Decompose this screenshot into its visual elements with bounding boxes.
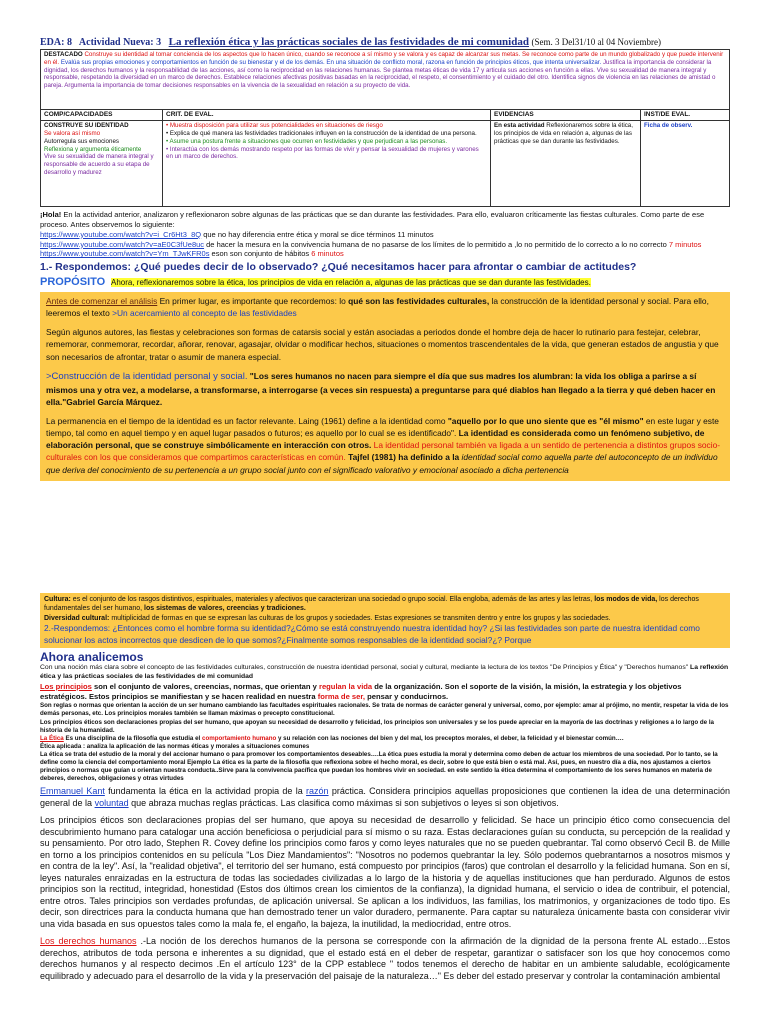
diversity-label: Diversidad cultural: [44, 614, 110, 622]
etica-text: Es una disciplina de la filosofía que estudia el [65, 734, 201, 742]
criterion-item: • Interactúa con los demás mostrando respeto por las formas de vivir y pensar la sexualidad de mujeres y varones en un marco de derechos. [166, 145, 479, 161]
competency-table [40, 49, 730, 207]
criterion-item: • Explica de qué manera las festividades tradicionales influyen en la construcción de la identidad de una persona. [166, 130, 477, 138]
derechos-text: .-La noción de los derechos humanos de la persona se corresponde con la afirmación de la dignidad de la persona frente AL estado…Estos derechos, atributos de toda persona e inherentes a su dignidad, que el estado está en el deber de respetar, garantizar o satisfacer son los que hoy conocemos como derechos humanos y al respecto decimos .En el artículo 123° de la CPP establece " todos tenemos el derecho de habitar en un ambiente saludable, ecológicamente equilibrado y adecuado para el desarrollo de la vida y la preservación del paisaje de la naturaleza…" Es deber del estado preservar y controlar la contaminación ambiental [40, 936, 730, 981]
principios-text: de la organización. Son el soporte de la visión, la misión, la estrategia y los objetivos estratégicos. Estos principios se manifiestan y se hacen realidad en nuestra [40, 681, 682, 702]
kant-text: que abraza muchas reglas prácticas. Las clasifica como máximas si son subjetivos o leyes si son objetivos. [131, 797, 559, 808]
activity-title: La reflexión ética y las prácticas sociales de las festividades de mi comunidad [168, 36, 529, 48]
criterion-item: • Asume una postura frente a situaciones que ocurren en festividades y que perjudican a las personas. [166, 137, 448, 145]
diversity-text: multiplicidad de formas en que se expresan las culturas de los grupos y sociedades. Estas expresiones se transmiten dentro y entre los grupos y las sociedades. [111, 614, 611, 622]
eda-label: EDA: 8 [40, 37, 72, 48]
col-header-comp: COMP/CAPACIDADES [41, 110, 163, 121]
instrument-cell: Ficha de observ. [641, 121, 730, 207]
proposito-label: PROPÓSITO [40, 275, 106, 288]
principios-label: Los principios [40, 681, 92, 691]
cap-item: Se valora así mismo [44, 130, 101, 138]
orange-bold: qué son las festividades culturales, [348, 295, 490, 306]
principios-paragraph [40, 682, 730, 703]
destacado-cell [41, 50, 730, 110]
video-link[interactable]: https://www.youtube.com/watch?v=i_Cr6Ht3_8Q [40, 229, 202, 239]
culture-text: los derechos fundamentales del ser humano, [44, 595, 699, 613]
orange-paragraph [46, 370, 724, 408]
dense-paragraph: La ética se trata del estudio de la moral y del accionar humano o para promover los comportamientos deseables….La ética pues estudia la moral y determina como deben de actuar los miembros de una sociedad. Por lo tanto, se la define como la ciencia del comportamiento moral Ejemplo La ética es la parte de la filosofía que reflexiona sobre el hecho moral, es decir, sobre lo que está bien o está mal. Así, pues, en nuestro día a día, nos ajustamos a ciertos principios o normas que guían u orientan nuestra conducta..Sirve para la convivencia pacífica que puedan los hombres vivir en sociedad. en este sentido la ética determina el comportamiento de los seres humanos en materia de deberes, derechos, obligaciones y otras virtudes [40, 750, 718, 782]
orange-text: la construcción de la identidad personal y social. Para ello, leeremos el texto [46, 295, 709, 319]
culture-def [44, 595, 726, 614]
dense-paragraph: Son reglas o normas que orientan la acción de un ser humano cambiando las facultades espirituales racionales. Se trata de normas de carácter general y universal, como, por ejemplo: amar al prójimo, no mentir, respetar la vida de los demás personas, etc. Los principios morales también se llaman máximas o precepto constitucional. [40, 702, 729, 718]
video-desc: eson son conjunto de hábitos [211, 249, 310, 259]
reading-link[interactable]: >Un acercamiento al concepto de las festividades [112, 308, 297, 319]
principios-text: pensar y conducirnos. [367, 692, 449, 702]
video-duration: 6 minutos [311, 249, 344, 259]
razon-link[interactable]: razón [306, 786, 329, 797]
proposito-text: Ahora, reflexionaremos sobre la ética, los principios de vida en relación a, algunas de las prácticas que se dan durante las festividades. [110, 277, 591, 287]
principios-red: forma de ser, [317, 692, 365, 702]
video-link-row [40, 240, 730, 250]
video-desc: que no hay diferencia entre ética y moral se dice términos 11 minutos [203, 229, 434, 239]
orange-bold: La identidad es considerada como un fenómeno subjetivo, de elaboración personal, que se construye simbólicamente en interacción con otros. [46, 428, 705, 451]
video-desc: de hacer la mesura en la convivencia humana de no pasarse de los límites de lo permitido a ,lo no permitido de lo correcto a lo no correcto [206, 239, 667, 249]
orange-red: La identidad personal también va ligada a un sentido de pertenencia a distintos grupos socio- culturales con los que consideramos que compartimos características en común. [46, 440, 721, 463]
kant-text: fundamenta la ética en la actividad propia de la [108, 786, 303, 797]
etica-red: comportamiento humano [202, 734, 277, 742]
kant-link[interactable]: Emmanuel Kant [40, 786, 105, 797]
dense-paragraph: Los principios éticos son declaraciones propias del ser humano, que apoyan su necesidad de desarrollo y felicidad, los principios son universales y se los puede apreciar en la mayoría de las doctrinas y religiones a lo largo de la historia de la humanidad. [40, 718, 714, 734]
criterios-cell [163, 121, 491, 207]
video-link-row [40, 230, 730, 240]
orange-bold: Tajfel (1981) ha definido a la [348, 452, 460, 463]
identity-subtitle: >Construcción de la identidad personal y social. [46, 370, 248, 382]
evidence-text: Reflexionaremos sobre la ética, los principios de vida en relación a, algunas de las prácticas que se dan durante las festividades. [494, 122, 633, 145]
destacado-blue: Evalúa sus propias emociones y comportamientos en función de su bienestar y el de los demás. En una situación de conflicto moral, razona en función de principios éticos, que intenta universalizar. [60, 58, 602, 66]
document-page [40, 36, 730, 988]
etica-text: y su relación con las nociones del bien y del mal, los preceptos morales, el deber, la felicidad y el bienestar común…. [278, 734, 624, 742]
orange-paragraph [46, 295, 724, 319]
orange-bold: "aquello por lo que uno siente que es "él mismo" [447, 415, 644, 426]
orange-lead: Antes de comenzar el análisis [46, 295, 158, 306]
analicemos-intro-bold: La reflexión ética y las prácticas sociales de las festividades de mi comunidad [40, 664, 729, 681]
page-break-gap [40, 481, 730, 593]
garcia-marquez-quote: "Los seres humanos no nacen para siempre el día que sus madres los alumbran: la vida los obliga a parirse a sí mismos una y otra vez, a modelarse, a transformarse, a interrogarse (a veces sin respuesta) a preguntarse para qué diablos han llegado a la tierra y qué deben hacer en ella."Gabriel García Márquez. [46, 370, 716, 407]
evidence-lead: En esta actividad [494, 122, 545, 130]
orange-paragraph [46, 415, 724, 476]
hola-greeting: ¡Hola! [40, 210, 62, 220]
voluntad-link[interactable]: voluntad [94, 797, 129, 808]
activity-label: Actividad Nueva: 3 [78, 37, 162, 48]
culture-definitions-box [40, 593, 730, 648]
principios-red: regulan la vida [318, 681, 373, 691]
analicemos-intro-text: Con una noción más clara sobre el concepto de las festividades culturales, construcción de nuestra identidad personal, social y cultural, mediante la lectura de los textos "De Principios y Ética" y "Derechos humanos" [40, 664, 689, 672]
evidencias-cell [491, 121, 641, 207]
cap-item: Reflexiona y argumenta éticamente [44, 145, 142, 153]
etica-paragraph [40, 735, 730, 743]
destacado-red: Construye su identidad al tomar conciencia de los aspectos que lo hacen único, cuando se reconoce a sí mismo y se valora y es capaz de alcanzar sus metas. Se reconoce como parte de un mundo globalizado y que puede intervenir en él. [44, 51, 724, 66]
destacado-purple: Justifica la importancia de considerar la dignidad, los derechos humanos y la responsabilidad de las acciones, así como la reciprocidad en las relaciones humanas. Se plantea metas éticas de vida 17 y articula sus acciones en función a ellas. Vive su sexualidad de manera integral y responsable, respetando la diversidad en un marco de derechos. Establece relaciones afectivas positivas basadas en la reciprocidad, el respeto, el consentimiento y el cuidado del otro. Identifica signos de violencia en las relaciones de amistad o pareja. Argumenta la importancia de tomar decisiones responsables en la vivencia de la sexualidad en relación a su proyecto de vida. [44, 58, 716, 90]
derechos-paragraph [40, 936, 730, 982]
destacado-label: DESTACADO [44, 51, 83, 59]
intro-text: En la actividad anterior, analizaron y reflexionaron sobre algunas de las prácticas que se dan durante las festividades. Para ello, evaluaron críticamente las fiestas culturales. Como parte de ese proceso. Antes observemos lo siguiente: [40, 210, 705, 230]
capacidades-cell [41, 121, 163, 207]
col-header-inst: INST/DE EVAL. [641, 110, 730, 121]
orange-italic: identidad social como aquella parte del autoconcepto de un individuo que deriva del conocimiento de su pertenencia a un grupo social junto con el significado valorativo y emocional asociado a dicha pertenencia [46, 452, 718, 475]
kant-paragraph [40, 786, 730, 809]
dense-paragraph: Ética aplicada : analiza la aplicación de las normas éticas y morales a situaciones comunes [40, 742, 310, 750]
activity-dates: (Sem. 3 Del31/10 al 04 Noviembre) [531, 37, 661, 47]
cap-item: Vive su sexualidad de manera integral y responsable de acuerdo a su etapa de desarrollo y madurez [44, 153, 154, 176]
orange-paragraph: Según algunos autores, las fiestas y celebraciones son formas de catarsis social y están asociadas a periodos donde el hombre deja de hacer lo rutinario para festejar, celebrar, rememorar, conmemorar, recordar, añorar, renovar, agasajar, olvidar o modificar hechos, situaciones o momentos trascendentales de la vida, que generan estados de angustia y que son necesarios de afrontar, tratar o asumir de manera especial. [46, 327, 719, 362]
respondemos-question: 1.- Respondemos: ¿Qué puedes decir de lo observado? ¿Qué necesitamos hacer para afrontar o cambiar de actitudes? [40, 261, 637, 274]
video-link[interactable]: https://www.youtube.com/watch?v=aE0C3fUe8uc [40, 239, 205, 249]
kant-section [40, 786, 730, 982]
analicemos-intro [40, 664, 730, 682]
kant-text: práctica. Considera principios aquellas proposiciones que contienen la idea de una determinación general de la [40, 786, 730, 808]
orange-text: en este lugar y este tiempo, tal como en aquel tiempo y en aquel lugar pasados o futuros; es aquello por lo cual se es identificado". [46, 415, 719, 439]
col-header-crit: CRIT. DE EVAL. [163, 110, 491, 121]
intro-paragraph [40, 210, 730, 230]
identity-reading-box [40, 292, 730, 481]
video-link[interactable]: https://www.youtube.com/watch?v=Ym_TJwKFR0s [40, 249, 210, 259]
criterion-item: • Muestra disposición para utilizar sus potencialidades en situaciones de riesgo [166, 122, 383, 130]
culture-bold: los sistemas de valores, creencias y tradiciones. [144, 605, 306, 613]
proposito-row [40, 276, 730, 289]
culture-label: Cultura: [44, 595, 71, 603]
video-link-row [40, 249, 730, 259]
analicemos-title: Ahora analicemos [40, 649, 144, 664]
etica-label: La Ética [40, 734, 64, 742]
culture-text: es el conjunto de los rasgos distintivos, espirituales, materiales y afectivos que caracterizan una sociedad o grupo social. Ella engloba, además de las artes y las letras, [72, 595, 593, 603]
orange-text: La permanencia en el tiempo de la identidad es un factor relevante. Laing (1961) define a la identidad como [46, 415, 446, 426]
principios-eticos-paragraph: Los principios éticos son declaraciones propias del ser humano, que apoya su necesidad de desarrollo y felicidad. Se hace un principio ético como consecuencia del descubrimiento humano para catalogar una acción beneficiosa o perjudicial para sí mismo o su raza. Estas declaraciones guían su conducta, su percepción de la realidad y su pensamiento. Por otro lado, Stephen R. Covey define los principios como faros y como leyes naturales que no se pueden quebrantar. Tal como observó Cecil B. de Mille en torno a los principios contenidos en su película "Los Diez Mandamientos": "Nosotros no podemos quebrantar la ley. Sólo podemos quebrantarnos a nosotros mismos y en contra de la ley". Así, la "realidad objetiva", el territorio del ser humano, está compuesto por principios (faros) que controlan el desarrollo y la felicidad humana. Son en sí, leyes naturales enraizadas en la estructura de todas las sociedades civilizadas a lo largo de la historia y de aquellas instituciones que han perdurado. Algunos de estos principios son la rectitud, integridad, honestidad (Estos dos últimos crean los cimientos de la confianza), la dignidad humana, el servicio o idea de contribuir, el potencial, entre otros. Tales principios son verdades profundas, de aplicación universal. Se aplican a los individuos, las familias, los matrimonios, y organizaciones de todo tipo. Es decir, son directrices para la conducta humana que han demostrado tener un valor duradero, permanente. Para captar su naturaleza únicamente basta con considerar vivir una vida basada en sus opuestos tales como la mala fe, el engaño, la bajeza, la inutilidad, la mediocridad, entre otros. [40, 815, 730, 929]
comp-title: CONSTRUYE SU IDENTIDAD [44, 122, 129, 130]
col-header-evid: EVIDENCIAS [491, 110, 641, 121]
orange-text: En primer lugar, es importante que recordemos: lo [159, 295, 346, 306]
video-duration: 7 minutos [668, 239, 702, 249]
diversity-def [44, 614, 726, 623]
principios-text: son el conjunto de valores, creencias, normas, que orientan y [94, 681, 317, 691]
culture-bold: los modos de vida, [594, 595, 658, 603]
activity-header [40, 36, 730, 49]
derechos-label: Los derechos humanos [40, 936, 137, 947]
cap-item: Autorregula sus emociones [44, 137, 119, 145]
respondemos-2: 2.-Respondemos: ¿Entonces como el hombre forma su identidad?¿Cómo se está construyendo nuestra identidad hoy? ¿Si las festividades son parte de nuestra identidad como solucionar los actos incorrectos que desdicen de lo que somos?¿Finalmente somos responsables de la identidad social?¿? Porque [44, 623, 700, 645]
